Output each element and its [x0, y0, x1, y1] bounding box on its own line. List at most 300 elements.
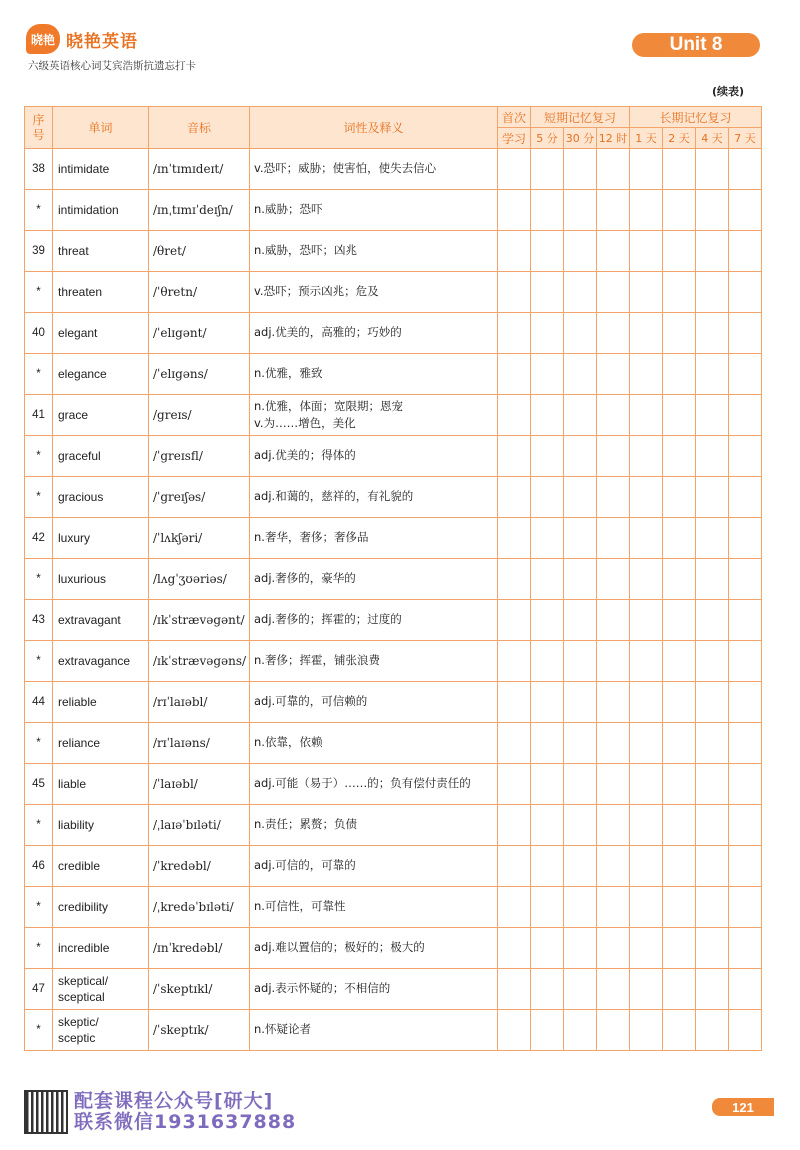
checkin-cell[interactable]: [696, 846, 729, 887]
header-interval: 7 天: [729, 128, 762, 149]
checkin-cell[interactable]: [729, 395, 762, 436]
checkin-cell[interactable]: [630, 764, 663, 805]
checkin-cell[interactable]: [564, 436, 597, 477]
checkin-cell[interactable]: [498, 436, 531, 477]
checkin-cell[interactable]: [564, 559, 597, 600]
row-word: elegance: [53, 354, 149, 395]
table-row: [25, 846, 762, 887]
table-row: [25, 518, 762, 559]
checkin-cell[interactable]: [597, 887, 630, 928]
checkin-cell[interactable]: [696, 395, 729, 436]
checkin-cell[interactable]: [564, 231, 597, 272]
checkin-cell[interactable]: [696, 600, 729, 641]
row-definition: v.恐吓；预示凶兆；危及: [250, 272, 498, 313]
promo-line-2: 联系微信1931637888: [74, 1111, 297, 1133]
checkin-cell[interactable]: [531, 805, 564, 846]
row-phonetic: /rɪˈlaɪəns/: [149, 723, 250, 764]
checkin-cell[interactable]: [696, 682, 729, 723]
checkin-cell[interactable]: [729, 477, 762, 518]
row-phonetic: /ˈgreɪʃəs/: [149, 477, 250, 518]
row-phonetic: /ɪnˌtɪmɪˈdeɪʃn/: [149, 190, 250, 231]
checkin-cell[interactable]: [729, 723, 762, 764]
checkin-cell[interactable]: [663, 723, 696, 764]
checkin-cell[interactable]: [564, 641, 597, 682]
row-definition: adj.和蔼的，慈祥的，有礼貌的: [250, 477, 498, 518]
checkin-cell[interactable]: [663, 477, 696, 518]
checkin-cell[interactable]: [498, 1010, 531, 1051]
checkin-cell[interactable]: [564, 395, 597, 436]
checkin-cell[interactable]: [729, 354, 762, 395]
row-number: 39: [25, 231, 53, 272]
row-word: luxurious: [53, 559, 149, 600]
unit-badge: Unit 8: [632, 33, 760, 57]
row-word: incredible: [53, 928, 149, 969]
table-row: [25, 272, 762, 313]
checkin-cell[interactable]: [696, 928, 729, 969]
row-definition: adj.优美的，高雅的；巧妙的: [250, 313, 498, 354]
checkin-cell[interactable]: [663, 436, 696, 477]
row-number: 43: [25, 600, 53, 641]
checkin-cell[interactable]: [663, 190, 696, 231]
checkin-cell[interactable]: [729, 436, 762, 477]
checkin-cell[interactable]: [630, 928, 663, 969]
row-definition: n.优雅，雅致: [250, 354, 498, 395]
checkin-cell[interactable]: [630, 477, 663, 518]
table-row: [25, 231, 762, 272]
table-row: [25, 190, 762, 231]
checkin-cell[interactable]: [564, 354, 597, 395]
checkin-cell[interactable]: [696, 641, 729, 682]
header-meaning: 词性及释义: [250, 107, 498, 149]
table-row: [25, 436, 762, 477]
row-number: *: [25, 805, 53, 846]
book-subtitle: 六级英语核心词艾宾浩斯抗遗忘打卡: [28, 60, 196, 72]
checkin-cell[interactable]: [498, 354, 531, 395]
row-number: 40: [25, 313, 53, 354]
checkin-cell[interactable]: [663, 846, 696, 887]
checkin-cell[interactable]: [597, 764, 630, 805]
header-phonetic: 音标: [149, 107, 250, 149]
checkin-cell[interactable]: [597, 805, 630, 846]
brand-logo: [26, 24, 138, 54]
checkin-cell[interactable]: [597, 600, 630, 641]
checkin-cell[interactable]: [729, 969, 762, 1010]
header-short-term: 短期记忆复习: [531, 107, 630, 128]
checkin-cell[interactable]: [597, 313, 630, 354]
checkin-cell[interactable]: [498, 477, 531, 518]
row-word: graceful: [53, 436, 149, 477]
checkin-cell[interactable]: [696, 354, 729, 395]
checkin-cell[interactable]: [696, 764, 729, 805]
checkin-cell[interactable]: [498, 969, 531, 1010]
row-number: *: [25, 641, 53, 682]
row-word: credible: [53, 846, 149, 887]
checkin-cell[interactable]: [663, 518, 696, 559]
checkin-cell[interactable]: [498, 764, 531, 805]
continued-label: (续表): [712, 85, 745, 98]
row-phonetic: /ˌkredəˈbɪləti/: [149, 887, 250, 928]
row-word: luxury: [53, 518, 149, 559]
checkin-cell[interactable]: [663, 149, 696, 190]
checkin-cell[interactable]: [630, 518, 663, 559]
checkin-cell[interactable]: [498, 682, 531, 723]
row-number: *: [25, 559, 53, 600]
checkin-cell[interactable]: [729, 846, 762, 887]
row-word: threaten: [53, 272, 149, 313]
header-interval: 30 分: [564, 128, 597, 149]
checkin-cell[interactable]: [531, 846, 564, 887]
checkin-cell[interactable]: [630, 846, 663, 887]
row-definition: adj.表示怀疑的；不相信的: [250, 969, 498, 1010]
row-phonetic: /θret/: [149, 231, 250, 272]
table-row: [25, 395, 762, 436]
checkin-cell[interactable]: [729, 805, 762, 846]
table-row: [25, 764, 762, 805]
checkin-cell[interactable]: [696, 313, 729, 354]
brand-mark: 晓艳: [26, 24, 60, 54]
checkin-cell[interactable]: [597, 518, 630, 559]
checkin-cell[interactable]: [663, 395, 696, 436]
row-definition: n.威胁；恐吓: [250, 190, 498, 231]
checkin-cell[interactable]: [729, 313, 762, 354]
checkin-cell[interactable]: [531, 928, 564, 969]
row-definition: v.恐吓；威胁；使害怕，使失去信心: [250, 149, 498, 190]
checkin-cell[interactable]: [531, 1010, 564, 1051]
row-word: gracious: [53, 477, 149, 518]
checkin-cell[interactable]: [531, 764, 564, 805]
brand-name: 晓艳英语: [66, 31, 138, 52]
checkin-cell[interactable]: [597, 190, 630, 231]
checkin-cell[interactable]: [663, 887, 696, 928]
row-definition: n.奢华，奢侈；奢侈品: [250, 518, 498, 559]
checkin-cell[interactable]: [729, 190, 762, 231]
header-word: 单词: [53, 107, 149, 149]
table-row: [25, 354, 762, 395]
checkin-cell[interactable]: [597, 969, 630, 1010]
checkin-cell[interactable]: [498, 887, 531, 928]
checkin-cell[interactable]: [663, 313, 696, 354]
checkin-cell[interactable]: [498, 272, 531, 313]
checkin-cell[interactable]: [597, 354, 630, 395]
checkin-cell[interactable]: [564, 846, 597, 887]
row-word: reliance: [53, 723, 149, 764]
row-phonetic: /greɪs/: [149, 395, 250, 436]
checkin-cell[interactable]: [498, 641, 531, 682]
checkin-cell[interactable]: [531, 600, 564, 641]
checkin-cell[interactable]: [630, 969, 663, 1010]
row-definition: adj.奢侈的；挥霍的；过度的: [250, 600, 498, 641]
checkin-cell[interactable]: [531, 518, 564, 559]
checkin-cell[interactable]: [531, 354, 564, 395]
row-phonetic: /ˈelɪgəns/: [149, 354, 250, 395]
checkin-cell[interactable]: [597, 559, 630, 600]
checkin-cell[interactable]: [531, 723, 564, 764]
checkin-cell[interactable]: [630, 559, 663, 600]
table-row: [25, 805, 762, 846]
row-phonetic: /ˈelɪgənt/: [149, 313, 250, 354]
checkin-cell[interactable]: [498, 559, 531, 600]
row-number: *: [25, 887, 53, 928]
row-number: 38: [25, 149, 53, 190]
checkin-cell[interactable]: [597, 272, 630, 313]
checkin-cell[interactable]: [597, 641, 630, 682]
checkin-cell[interactable]: [696, 723, 729, 764]
page-number: 121: [712, 1098, 774, 1116]
checkin-cell[interactable]: [498, 518, 531, 559]
header-interval: 1 天: [630, 128, 663, 149]
row-word: elegant: [53, 313, 149, 354]
checkin-cell[interactable]: [564, 928, 597, 969]
row-word: intimidate: [53, 149, 149, 190]
table-row: [25, 600, 762, 641]
checkin-cell[interactable]: [729, 518, 762, 559]
checkin-cell[interactable]: [696, 231, 729, 272]
checkin-cell[interactable]: [729, 1010, 762, 1051]
checkin-cell[interactable]: [696, 887, 729, 928]
row-phonetic: /rɪˈlaɪəbl/: [149, 682, 250, 723]
checkin-cell[interactable]: [729, 928, 762, 969]
checkin-cell[interactable]: [498, 190, 531, 231]
row-number: *: [25, 723, 53, 764]
checkin-cell[interactable]: [696, 1010, 729, 1051]
checkin-cell[interactable]: [696, 477, 729, 518]
checkin-cell[interactable]: [630, 600, 663, 641]
row-definition: n.威胁，恐吓；凶兆: [250, 231, 498, 272]
table-row: [25, 682, 762, 723]
row-definition: adj.可靠的，可信赖的: [250, 682, 498, 723]
row-phonetic: /ˈlʌkʃəri/: [149, 518, 250, 559]
row-number: 41: [25, 395, 53, 436]
row-phonetic: /ɪkˈstrævəgəns/: [149, 641, 250, 682]
checkin-cell[interactable]: [630, 887, 663, 928]
checkin-cell[interactable]: [498, 723, 531, 764]
checkin-cell[interactable]: [663, 272, 696, 313]
row-number: 45: [25, 764, 53, 805]
checkin-cell[interactable]: [663, 805, 696, 846]
row-phonetic: /ˈlaɪəbl/: [149, 764, 250, 805]
checkin-cell[interactable]: [663, 354, 696, 395]
checkin-cell[interactable]: [564, 313, 597, 354]
row-word: skeptical/ sceptical: [53, 969, 149, 1010]
checkin-cell[interactable]: [531, 682, 564, 723]
checkin-cell[interactable]: [564, 723, 597, 764]
row-number: 42: [25, 518, 53, 559]
row-word: threat: [53, 231, 149, 272]
checkin-cell[interactable]: [696, 436, 729, 477]
row-definition: adj.难以置信的；极好的；极大的: [250, 928, 498, 969]
checkin-cell[interactable]: [729, 641, 762, 682]
checkin-cell[interactable]: [663, 682, 696, 723]
checkin-cell[interactable]: [663, 559, 696, 600]
table-row: [25, 641, 762, 682]
checkin-cell[interactable]: [630, 231, 663, 272]
row-phonetic: /lʌgˈʒʊəriəs/: [149, 559, 250, 600]
checkin-cell[interactable]: [696, 805, 729, 846]
row-definition: n.可信性，可靠性: [250, 887, 498, 928]
row-phonetic: /ˈskeptɪk/: [149, 1010, 250, 1051]
checkin-cell[interactable]: [696, 559, 729, 600]
header-seq-text: 序号: [32, 112, 45, 142]
checkin-cell[interactable]: [597, 231, 630, 272]
row-phonetic: /ɪnˈtɪmɪdeɪt/: [149, 149, 250, 190]
row-number: 46: [25, 846, 53, 887]
row-definition: n.责任；累赘；负债: [250, 805, 498, 846]
checkin-cell[interactable]: [663, 969, 696, 1010]
row-definition: adj.优美的；得体的: [250, 436, 498, 477]
checkin-cell[interactable]: [498, 805, 531, 846]
checkin-cell[interactable]: [531, 190, 564, 231]
checkin-cell[interactable]: [597, 395, 630, 436]
table-row: [25, 887, 762, 928]
checkin-cell[interactable]: [729, 149, 762, 190]
checkin-cell[interactable]: [729, 272, 762, 313]
checkin-cell[interactable]: [696, 518, 729, 559]
header-first-a: 首次: [498, 107, 531, 128]
header-interval: 2 天: [663, 128, 696, 149]
checkin-cell[interactable]: [630, 723, 663, 764]
table-row: [25, 313, 762, 354]
checkin-cell[interactable]: [729, 600, 762, 641]
checkin-cell[interactable]: [564, 518, 597, 559]
header-first-b: 学习: [498, 128, 531, 149]
checkin-cell[interactable]: [630, 641, 663, 682]
checkin-cell[interactable]: [729, 559, 762, 600]
checkin-cell[interactable]: [498, 395, 531, 436]
checkin-cell[interactable]: [564, 969, 597, 1010]
checkin-cell[interactable]: [597, 928, 630, 969]
checkin-cell[interactable]: [696, 969, 729, 1010]
checkin-cell[interactable]: [564, 477, 597, 518]
checkin-cell[interactable]: [531, 477, 564, 518]
table-row: [25, 1010, 762, 1051]
row-definition: n.优雅，体面；宽限期；恩宠 v.为……增色，美化: [250, 395, 498, 436]
row-word: grace: [53, 395, 149, 436]
row-definition: adj.可能（易于）……的；负有偿付责任的: [250, 764, 498, 805]
checkin-cell[interactable]: [564, 764, 597, 805]
checkin-cell[interactable]: [564, 190, 597, 231]
checkin-cell[interactable]: [531, 436, 564, 477]
checkin-cell[interactable]: [630, 682, 663, 723]
table-row: [25, 723, 762, 764]
checkin-cell[interactable]: [597, 846, 630, 887]
row-phonetic: /ˌlaɪəˈbɪləti/: [149, 805, 250, 846]
checkin-cell[interactable]: [531, 272, 564, 313]
table-row: [25, 928, 762, 969]
checkin-cell[interactable]: [564, 887, 597, 928]
checkin-cell[interactable]: [531, 395, 564, 436]
checkin-cell[interactable]: [564, 272, 597, 313]
checkin-cell[interactable]: [630, 190, 663, 231]
row-number: *: [25, 190, 53, 231]
checkin-cell[interactable]: [630, 436, 663, 477]
table-row: [25, 969, 762, 1010]
checkin-cell[interactable]: [729, 682, 762, 723]
checkin-cell[interactable]: [663, 600, 696, 641]
checkin-cell[interactable]: [630, 395, 663, 436]
checkin-cell[interactable]: [663, 764, 696, 805]
row-definition: adj.奢侈的，豪华的: [250, 559, 498, 600]
row-phonetic: /ˈkredəbl/: [149, 846, 250, 887]
checkin-cell[interactable]: [564, 149, 597, 190]
checkin-cell[interactable]: [498, 600, 531, 641]
checkin-cell[interactable]: [663, 231, 696, 272]
row-phonetic: /ˈgreɪsfl/: [149, 436, 250, 477]
checkin-cell[interactable]: [696, 272, 729, 313]
row-phonetic: /ɪnˈkredəbl/: [149, 928, 250, 969]
checkin-cell[interactable]: [597, 682, 630, 723]
checkin-cell[interactable]: [663, 641, 696, 682]
checkin-cell[interactable]: [729, 764, 762, 805]
checkin-cell[interactable]: [498, 928, 531, 969]
footer-promo: [24, 1090, 296, 1134]
checkin-cell[interactable]: [531, 559, 564, 600]
row-phonetic: /ˈθretn/: [149, 272, 250, 313]
row-word: intimidation: [53, 190, 149, 231]
table-row: [25, 477, 762, 518]
header-interval: 5 分: [531, 128, 564, 149]
checkin-cell[interactable]: [597, 436, 630, 477]
row-phonetic: /ɪkˈstrævəgənt/: [149, 600, 250, 641]
header-interval: 4 天: [696, 128, 729, 149]
checkin-cell[interactable]: [564, 682, 597, 723]
checkin-cell[interactable]: [696, 149, 729, 190]
checkin-cell[interactable]: [630, 354, 663, 395]
checkin-cell[interactable]: [729, 231, 762, 272]
checkin-cell[interactable]: [531, 887, 564, 928]
table-row: [25, 149, 762, 190]
checkin-cell[interactable]: [498, 231, 531, 272]
checkin-cell[interactable]: [597, 723, 630, 764]
checkin-cell[interactable]: [663, 1010, 696, 1051]
checkin-cell[interactable]: [564, 600, 597, 641]
row-definition: n.依靠，依赖: [250, 723, 498, 764]
checkin-cell[interactable]: [531, 231, 564, 272]
checkin-cell[interactable]: [597, 1010, 630, 1051]
checkin-cell[interactable]: [531, 641, 564, 682]
checkin-cell[interactable]: [498, 149, 531, 190]
row-definition: n.怀疑论者: [250, 1010, 498, 1051]
checkin-cell[interactable]: [564, 805, 597, 846]
row-word: credibility: [53, 887, 149, 928]
row-word: extravagance: [53, 641, 149, 682]
row-word: liability: [53, 805, 149, 846]
promo-line-1: 配套课程公众号[研大]: [74, 1090, 274, 1113]
checkin-cell[interactable]: [630, 313, 663, 354]
checkin-cell[interactable]: [630, 805, 663, 846]
checkin-cell[interactable]: [597, 149, 630, 190]
checkin-cell[interactable]: [498, 846, 531, 887]
checkin-cell[interactable]: [597, 477, 630, 518]
checkin-cell[interactable]: [564, 1010, 597, 1051]
header-seq: [25, 107, 53, 149]
checkin-cell[interactable]: [630, 272, 663, 313]
row-word: liable: [53, 764, 149, 805]
vocab-table: [24, 106, 762, 1051]
checkin-cell[interactable]: [696, 190, 729, 231]
row-word: extravagant: [53, 600, 149, 641]
checkin-cell[interactable]: [729, 887, 762, 928]
checkin-cell[interactable]: [531, 313, 564, 354]
checkin-cell[interactable]: [531, 969, 564, 1010]
checkin-cell[interactable]: [630, 1010, 663, 1051]
checkin-cell[interactable]: [630, 149, 663, 190]
checkin-cell[interactable]: [663, 928, 696, 969]
checkin-cell[interactable]: [498, 313, 531, 354]
qr-code: [24, 1090, 68, 1134]
table-row: [25, 559, 762, 600]
checkin-cell[interactable]: [531, 149, 564, 190]
row-phonetic: /ˈskeptɪkl/: [149, 969, 250, 1010]
